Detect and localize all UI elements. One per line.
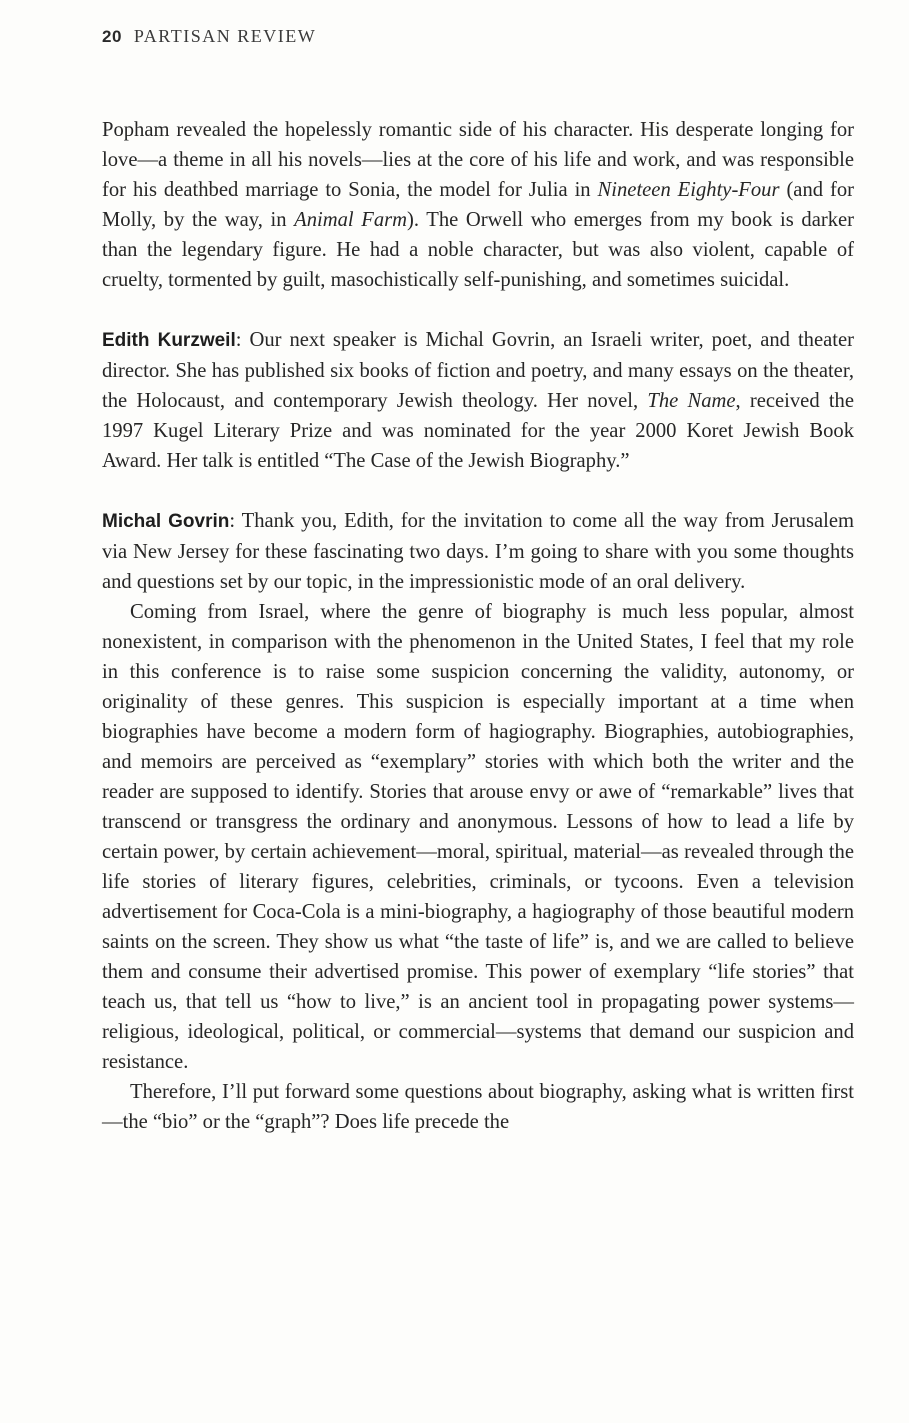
page-number: 20 <box>102 27 122 46</box>
text-segment: : Thank you, Edith, for the invitation to come all the way from Jerusalem via New Jersey for these fascinating two days. I’m going to share with you some thoughts and questions set by our topic, in the impressionistic mode of an oral delivery. <box>102 510 854 593</box>
text-segment: Popham revealed the hopelessly romantic side of his character. His desperate longing for love—a theme in all his novels—lies at the core of his life and work, and was responsible for his deathbed marriage to Sonia, the model for Julia in <box>102 119 854 201</box>
text-segment: Coming from Israel, where the genre of biography is much less popular, almost nonexistent, in comparison with the phenomenon in the United States, I feel that my role in this conference is to raise some suspicion concerning the validity, autonomy, or originality of these genres. This suspicion is especially important at a time when biographies have become a modern form of hagiography. Biographies, autobiographies, and memoirs are perceived as “exemplary” stories with which both the writer and the reader are supposed to identify. Stories that arouse envy or awe of “remarkable” lives that transcend or transgress the ordinary and anonymous. Lessons of how to lead a life by certain power, by certain achievement—moral, spiritual, material—as revealed through the life stories of literary figures, celebrities, criminals, or tycoons. Even a television advertisement for Coca-Cola is a mini-biography, a hagiography of those beautiful modern saints on the screen. They show us what “the taste of life” is, and we are called to believe them and consume their advertised promise. This power of exemplary “life stories” that teach us, that tell us “how to live,” is an ancient tool in propagating power systems—religious, ideological, political, or commercial—systems that demand our suspicion and resistance. <box>102 601 854 1073</box>
text-segment: (and for Molly, by the way, in <box>102 179 854 231</box>
paragraph-bio-or-graph <box>102 1077 854 1137</box>
article-body <box>102 115 854 1137</box>
running-header <box>102 26 316 47</box>
text-segment: ). The Orwell who emerges from my book is darker than the legendary figure. He had a noble character, but was also violent, capable of cruelty, tormented by guilt, masochistically self-punishing, and sometimes suicidal. <box>102 209 854 291</box>
text-segment: , received the 1997 Kugel Literary Prize and was nominated for the year 2000 Koret Jewish Book Award. Her talk is entitled “The Case of the Jewish Biography.” <box>102 390 854 472</box>
book-title-animal-farm: Animal Farm <box>294 209 408 231</box>
text-segment: Therefore, I’ll put forward some questions about biography, asking what is written first—the “bio” or the “graph”? Does life precede the <box>102 1081 854 1133</box>
book-title-nineteen-eighty-four: Nineteen Eighty-Four <box>597 179 780 201</box>
paragraph-kurzweil-introduction <box>102 325 854 476</box>
paragraph-biography-suspicion <box>102 597 854 1077</box>
book-title-the-name: The Name <box>647 390 736 412</box>
paragraph-orwell-conclusion <box>102 115 854 295</box>
speaker-name: Michal Govrin <box>102 511 230 532</box>
text-segment: : Our next speaker is Michal Govrin, an Israeli writer, poet, and theater director. She has published six books of fiction and poetry, and many essays on the theater, the Holocaust, and contemporary Jewish theology. Her novel, <box>102 329 854 412</box>
paragraph-govrin-opening <box>102 506 854 597</box>
speaker-name: Edith Kurzweil <box>102 330 236 351</box>
journal-title: PARTISAN REVIEW <box>133 26 317 46</box>
